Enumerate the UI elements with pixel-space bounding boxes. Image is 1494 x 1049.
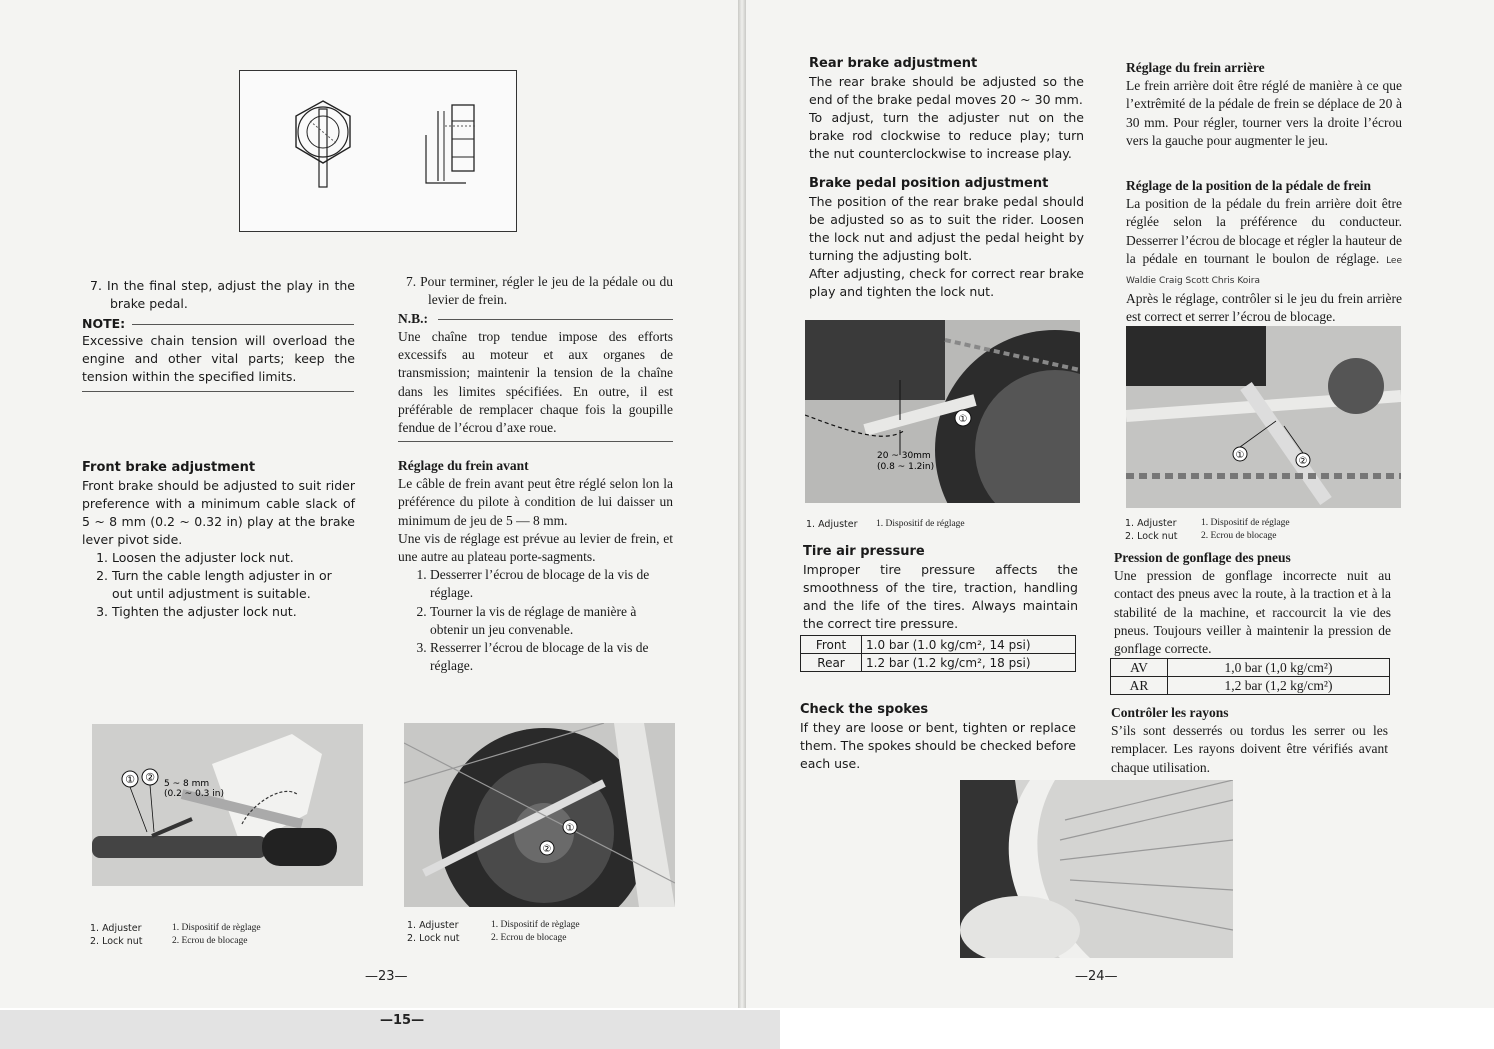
lever-callout-1: ①	[125, 773, 135, 786]
rear-caption	[806, 518, 1006, 532]
front-fr-step-3: 3. Resserrer l’écrou de blocage de la vis de réglage.	[430, 639, 673, 675]
left-page	[0, 0, 738, 1008]
pedal-position-en	[809, 175, 1084, 301]
pedal-position-fr-body: La position de la pédale du frein arrière doit être réglée selon la préférence du conducteur. Desserrer l’écrou de blocage et régler la hauteur de la pédale en tournant le boulon de réglage. Lee Waldie Craig Scott Chris Koira	[1126, 196, 1402, 287]
tire-pressure-fr	[1114, 549, 1391, 658]
front-brake-en-body: Front brake should be adjusted to suit rider preference with a minimum cable slack of 5 ~ 8 mm (0.2 ~ 0.32 in) play at the brake lever pivot side.	[82, 478, 355, 547]
step7-fr: 7. Pour terminer, régler le jeu de la pédale ou du levier de frein.	[406, 274, 673, 308]
brake-lever-photo	[92, 724, 363, 886]
rear-brake-en-body2: To adjust, turn the adjuster nut on the brake rod clockwise to reduce play; turn the nut counterclockwise to increase play.	[809, 110, 1084, 161]
rear-brake-en	[809, 55, 1084, 163]
hub-cap-fr: 1. Dispositif de règlage 2. Ecrou de blocage	[491, 920, 580, 943]
spokes-fr-title: Contrôler les rayons	[1111, 705, 1229, 720]
right-page	[746, 0, 1494, 1008]
table-row: AV 1,0 bar (1,0 kg/cm²)	[1111, 659, 1390, 677]
rear-brake-fr-body: Le frein arrière doit être réglé de manière à ce que l’extrêmité de la pédale de frein se déplace de 20 à 30 mm. Pour régler, tourner vers la droite l’écrou vers la gauche pour augmenter le jeu.	[1126, 78, 1402, 148]
spokes-fr	[1111, 704, 1388, 777]
rear-callout-1: ①	[958, 414, 968, 425]
tire-pressure-fr-title: Pression de gonflage des pneus	[1114, 550, 1291, 565]
lever-dim-1: 5 ~ 8 mm	[164, 779, 210, 789]
pedal-callout-1: ①	[1235, 450, 1245, 461]
pedal-position-fr-title: Réglage de la position de la pédale de frein	[1126, 178, 1371, 193]
note-en: Excessive chain tension will overload the engine and other vital parts; keep the tension within the specified limits.	[82, 333, 355, 384]
nb-fr: Une chaîne trop tendue impose des efforts excessifs au moteur et aux organes de transmission; maintenir la tension de la chaîne dans les limites spécifiées. En outre, il est préférable de remplacer chaque fois la goupille fendue de l’écrou d’axe roue.	[398, 329, 673, 436]
binding-gutter	[738, 0, 746, 1008]
note-end-rule	[82, 391, 354, 392]
brake-hub-photo	[404, 723, 675, 907]
front-brake-fr-title: Réglage du frein avant	[398, 458, 529, 473]
step7-en: 7. In the final step, adjust the play in the brake pedal.	[90, 278, 355, 311]
nb-label: N.B.:	[398, 311, 428, 326]
photo-credits: Lee Waldie Craig Scott Chris Koira	[1126, 255, 1402, 287]
nb-rule	[438, 319, 673, 320]
note-rule	[132, 324, 354, 325]
lever-callout-2: ②	[145, 771, 155, 784]
table-row: Rear 1.2 bar (1.2 kg/cm², 18 psi)	[801, 654, 1076, 672]
spokes-photo	[960, 780, 1233, 958]
hub-cap-en: 1. Adjuster 2. Lock nut	[407, 920, 460, 944]
front-fr-step-2: 2. Tourner la vis de réglage de manière à obtenir un jeu convenable.	[430, 603, 673, 639]
rear-brake-photo	[805, 320, 1080, 503]
note-label: NOTE:	[82, 316, 126, 331]
page-number-15: —15—	[380, 1013, 425, 1028]
rear-brake-en-body: The rear brake should be adjusted so the end of the brake pedal moves 20 ~ 30 mm.	[809, 74, 1084, 107]
tire-pressure-en	[803, 543, 1078, 633]
front-en-step-3: 3. Tighten the adjuster lock nut.	[112, 603, 355, 621]
table-row: AR 1,2 bar (1,2 kg/cm²)	[1111, 677, 1390, 695]
spokes-en	[800, 701, 1076, 773]
pedal-photo	[1126, 326, 1401, 508]
nb-end-rule	[398, 441, 673, 442]
lever-dim-2: (0.2 ~ 0.3 in)	[164, 789, 224, 799]
pedal-position-fr-body2: Après le réglage, contrôler si le jeu du frein arrière est correct et serrer l’écrou de blocage.	[1126, 291, 1402, 325]
front-fr-step-1: 1. Desserrer l’écrou de blocage de la vis de réglage.	[430, 566, 673, 602]
pedal-cap-en: 1. Adjuster 2. Lock nut	[1125, 518, 1178, 542]
front-brake-fr-body: Le câble de frein avant peut être réglé selon lon la préférence du pilote à condition de lui daisser un minimum de jeu de 5 — 8 mm.	[398, 476, 673, 528]
tire-pressure-table-fr	[1110, 658, 1390, 695]
lever-cap-en: 1. Adjuster 2. Lock nut	[90, 923, 143, 947]
rear-cap-fr: 1. Dispositif de réglage	[876, 519, 965, 529]
front-brake-en	[82, 459, 355, 621]
front-en-step-1: 1. Loosen the adjuster lock nut.	[112, 549, 355, 567]
front-en-step-2: 2. Turn the cable length adjuster in or out until adjustment is suitable.	[112, 567, 355, 603]
tire-pressure-fr-body: Une pression de gonflage incorrecte nuit au contact des pneus avec la route, à la traction et à la stabilité de la machine, et raccourcit la vie des pneus. Toujours veiller à maintenir la pression de gonflage correcte.	[1114, 568, 1391, 657]
hub-callout-2: ②	[542, 844, 552, 855]
pedal-position-en-title: Brake pedal position adjustment	[809, 176, 1049, 191]
spokes-en-body: If they are loose or bent, tighten or replace them. The spokes should be checked before each use.	[800, 720, 1076, 771]
hub-callout-1: ①	[565, 823, 575, 834]
table-row: Front 1.0 bar (1.0 kg/cm², 14 psi)	[801, 636, 1076, 654]
page-number-23: —23—	[365, 969, 408, 984]
spokes-en-title: Check the spokes	[800, 702, 929, 717]
rear-brake-en-title: Rear brake adjustment	[809, 56, 978, 71]
pedal-caption	[1125, 517, 1325, 545]
rear-cap-en: 1. Adjuster	[806, 519, 858, 530]
nut-diagram	[239, 70, 517, 232]
pedal-position-en-body: The position of the rear brake pedal should be adjusted so as to suit the rider. Loosen the lock nut and adjust the pedal height by turning the adjusting bolt.	[809, 194, 1084, 263]
pedal-position-fr	[1126, 177, 1402, 327]
pedal-cap-fr: 1. Dispositif de réglage 2. Ecrou de blocage	[1201, 518, 1290, 541]
rear-dim-1: 20 ~ 30mm	[877, 451, 931, 461]
front-brake-en-title: Front brake adjustment	[82, 460, 256, 475]
tire-pressure-en-title: Tire air pressure	[803, 544, 925, 559]
hub-caption	[407, 919, 617, 947]
front-brake-fr-body2: Une vis de réglage est prévue au levier de frein, et une autre au plateau porte-sagments.	[398, 530, 673, 565]
rear-dim-2: (0.8 ~ 1.2in)	[877, 462, 935, 472]
spokes-fr-body: S’ils sont desserrés ou tordus les serrer ou les remplacer. Les rayons doivent être vérifiés avant chaque utilisation.	[1111, 723, 1388, 775]
pedal-position-en-body2: After adjusting, check for correct rear brake play and tighten the lock nut.	[809, 266, 1084, 299]
rear-brake-fr	[1126, 59, 1402, 150]
lever-caption	[90, 922, 290, 950]
rear-brake-fr-title: Réglage du frein arrière	[1126, 60, 1265, 75]
tire-pressure-table-en	[800, 635, 1076, 672]
front-brake-fr	[398, 457, 673, 675]
tire-pressure-en-body: Improper tire pressure affects the smoothness of the tire, traction, handling and the life of the tires. Always maintain the correct tire pressure.	[803, 562, 1078, 631]
page-number-24: —24—	[1075, 969, 1118, 984]
lever-cap-fr: 1. Dispositif de règlage 2. Ecrou de blocage	[172, 923, 261, 946]
pedal-callout-2: ②	[1298, 456, 1308, 467]
